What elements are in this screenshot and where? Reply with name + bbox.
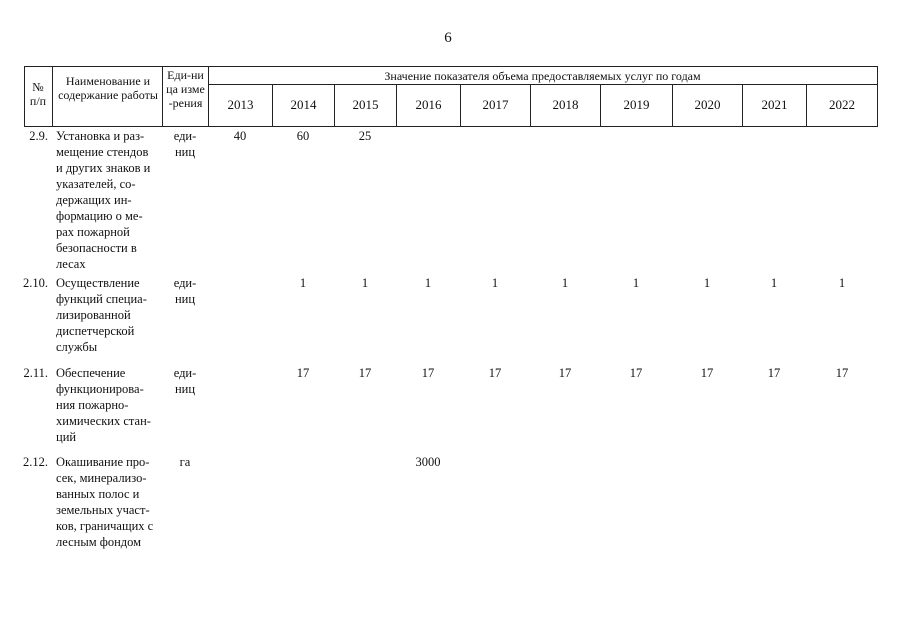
value-cell-2019: 1 bbox=[632, 276, 640, 290]
value-cell-2016: 1 bbox=[424, 276, 432, 290]
value-cell-2022: 17 bbox=[835, 366, 849, 380]
header-unit: Еди-ница изме-рения bbox=[166, 68, 205, 110]
value-cell-2015: 1 bbox=[361, 276, 369, 290]
value-cell-2015: 25 bbox=[358, 129, 372, 143]
header-num: № п/п bbox=[29, 80, 47, 108]
value-cell-2018: 17 bbox=[558, 366, 572, 380]
value-cell-2016: 17 bbox=[421, 366, 435, 380]
year-header: 2017 bbox=[482, 97, 509, 112]
unit-cell: еди- ниц bbox=[173, 276, 197, 306]
value-cell-2020: 1 bbox=[703, 276, 711, 290]
year-header: 2013 bbox=[227, 97, 254, 112]
value-cell-2019: 17 bbox=[629, 366, 643, 380]
year-header: 2015 bbox=[352, 97, 379, 112]
row-number: 2.12. bbox=[23, 455, 48, 469]
unit-cell: га bbox=[179, 455, 191, 469]
row-number: 2.10. bbox=[23, 276, 48, 290]
value-cell-2017: 1 bbox=[491, 276, 499, 290]
value-cell-2021: 1 bbox=[770, 276, 778, 290]
year-header: 2020 bbox=[694, 97, 721, 112]
header-name: Наименование и содержание работы bbox=[58, 74, 158, 102]
value-cell-2020: 17 bbox=[700, 366, 714, 380]
header-value-group: Значение показателя объема предоставляемых услуг по годам bbox=[384, 69, 701, 83]
year-header: 2019 bbox=[623, 97, 650, 112]
year-header: 2018 bbox=[552, 97, 579, 112]
value-cell-2016: 3000 bbox=[415, 455, 441, 469]
year-header: 2022 bbox=[829, 97, 855, 112]
work-name: Осуществление функций специа- лизированной диспетчерской службы bbox=[56, 276, 147, 354]
value-cell-2018: 1 bbox=[561, 276, 569, 290]
page-number: 6 bbox=[444, 30, 452, 46]
value-cell-2013: 40 bbox=[233, 129, 247, 143]
row-number: 2.11. bbox=[23, 366, 48, 380]
value-cell-2017: 17 bbox=[488, 366, 502, 380]
year-header: 2016 bbox=[415, 97, 442, 112]
value-cell-2015: 17 bbox=[358, 366, 372, 380]
work-name: Обеспечение функционирова- ния пожарно- химических стан- ций bbox=[56, 366, 151, 444]
work-name: Установка и раз- мещение стендов и других знаков и указателей, со- держащих ин- формацию о ме- рах пожарной безопасности в лесах bbox=[56, 129, 151, 271]
value-cell-2021: 17 bbox=[767, 366, 781, 380]
value-cell-2014: 1 bbox=[299, 276, 307, 290]
value-cell-2014: 60 bbox=[296, 129, 310, 143]
value-cell-2014: 17 bbox=[296, 366, 310, 380]
row-number: 2.9. bbox=[29, 129, 48, 143]
value-cell-2022: 1 bbox=[838, 276, 846, 290]
unit-cell: еди- ниц bbox=[173, 129, 197, 159]
unit-cell: еди- ниц bbox=[173, 366, 197, 396]
work-name: Окашивание про- сек, минерализо- ванных полос и земельных участ- ков, граничащих с лесным фондом bbox=[56, 455, 154, 549]
year-header: 2014 bbox=[290, 97, 317, 112]
year-header: 2021 bbox=[761, 97, 788, 112]
